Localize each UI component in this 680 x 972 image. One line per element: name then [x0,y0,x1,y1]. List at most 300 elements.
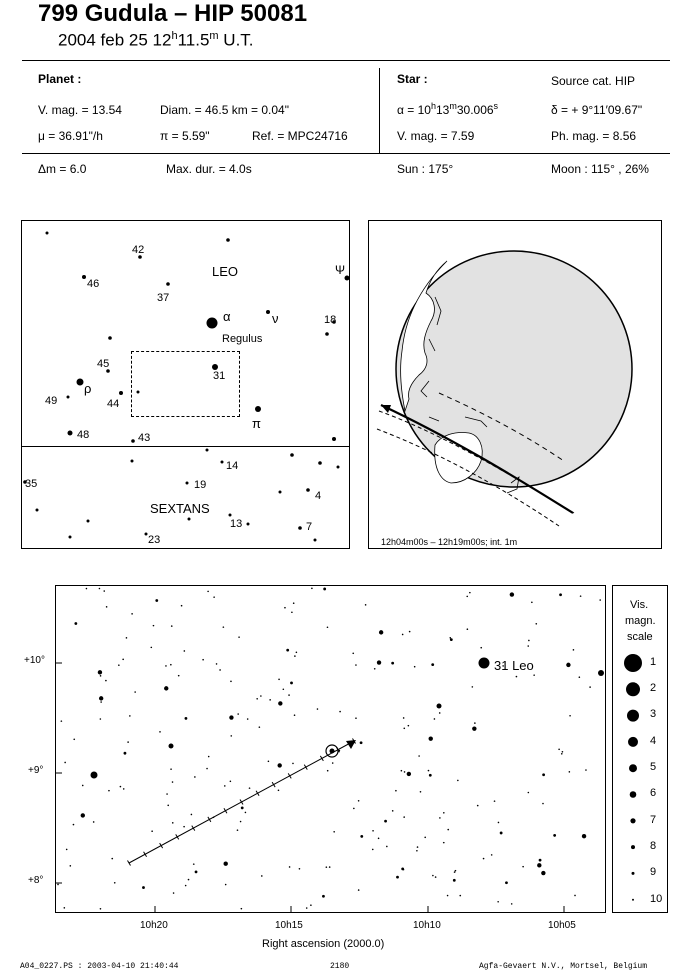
field-star [172,822,174,824]
star-37-label: 37 [157,292,170,304]
field-star [431,663,434,666]
scale-title-3: scale [627,631,653,643]
bright-star [437,704,442,709]
track-time-mark [304,765,307,770]
star-13-label: 13 [230,518,243,530]
field-star [260,695,262,697]
detail-star-field [56,586,605,912]
field-star [491,854,493,856]
field-star [122,659,124,661]
field-star [153,625,155,627]
field-star [99,588,101,590]
scale-value-1: 1 [650,656,657,668]
planet-vmag: V. mag. = 13.54 [38,103,122,117]
field-star [256,698,258,700]
scale-value-4: 4 [650,735,657,747]
field-star [539,859,542,862]
field-star [223,626,225,628]
field-star [164,686,168,690]
field-star [241,908,243,910]
field-star [150,647,152,649]
field-star [439,712,441,714]
star-35-label: 35 [25,478,38,490]
scale-value-7: 7 [650,814,657,826]
field-star [323,588,326,591]
y-tick-9: +9° [28,765,44,776]
star-dot [108,336,112,340]
field-star [224,785,226,787]
scale-title-1: Vis. [630,599,649,611]
field-star [278,701,282,705]
star-19-label: 19 [194,479,207,491]
scale-value-5: 5 [650,761,657,773]
star-dot [306,488,310,492]
scale-dots [613,586,667,912]
field-star [296,651,298,653]
bright-star [598,670,604,676]
field-star [355,717,357,719]
star-dot [337,466,340,469]
field-star [283,688,285,690]
x-axis-label: Right ascension (2000.0) [262,938,385,950]
field-star [403,728,405,730]
star-dot [166,282,170,286]
field-star [70,865,72,867]
star-dot [279,491,282,494]
field-star [317,708,319,710]
field-star [310,904,312,906]
field-star [416,850,418,852]
field-star [455,870,457,872]
field-star [106,606,108,608]
field-star [229,715,233,719]
psi-label: Ψ [335,263,346,277]
field-star [537,863,541,867]
table-top-rule [22,60,670,61]
field-star [230,780,232,782]
field-star [194,776,196,778]
field-star [443,812,445,814]
scale-dot-5 [629,764,637,772]
field-star [403,717,405,719]
field-star [417,846,419,848]
field-star [99,696,103,700]
field-star [126,637,128,639]
field-star [278,679,280,681]
footer-page-number: 2180 [330,962,350,971]
moon-elongation: Moon : 115° , 26% [551,162,649,176]
field-star [424,837,426,839]
field-star [574,895,576,897]
field-star [542,803,544,805]
star-dot [46,232,49,235]
field-star [289,866,291,868]
star-4-label: 4 [315,490,322,502]
field-star [120,786,122,788]
field-star [585,769,587,771]
x-tick-1005: 10h05 [548,920,576,931]
constellation-sextans: SEXTANS [150,501,210,516]
track-time-mark [272,782,275,787]
star-dot [266,310,270,314]
field-star [224,861,228,865]
star-42-label: 42 [132,244,145,256]
field-star [454,871,456,873]
field-star [360,741,363,744]
field-star [447,895,449,897]
field-star [208,756,210,758]
scale-dot-6 [630,791,637,798]
field-star [483,858,485,860]
field-star [159,731,161,733]
event-datetime: 2004 feb 25 12$^h$11.5$^m$ U.T. [58,30,254,50]
field-star [352,652,354,654]
field-star [151,830,153,832]
finder-chart [21,220,350,549]
constellation-leo: LEO [212,264,239,279]
field-star [535,623,537,625]
field-star [466,596,468,598]
bright-star [169,744,174,749]
star-14-label: 14 [226,460,239,472]
field-star [299,868,301,870]
field-star [329,866,331,868]
scale-title-2: magn. [625,615,656,627]
field-star [172,781,174,783]
star-dot [325,332,329,336]
star-right-ascension: $\alpha = 10^h13^m30.006^s$ [397,101,499,117]
field-star [561,753,563,755]
field-star [288,694,290,696]
field-star [259,726,261,728]
star-dot [255,406,261,412]
scale-dot-3 [627,710,639,722]
regulus-label: Regulus [222,333,263,345]
star-dot [345,276,350,281]
star-dot [131,460,134,463]
field-star [103,590,105,592]
scale-value-3: 3 [650,708,657,720]
field-star [472,686,474,688]
field-star [261,875,263,877]
max-duration: Max. dur. = 4.0s [166,162,252,176]
field-star [559,593,562,596]
field-star [123,788,125,790]
field-star [374,668,376,670]
field-star [73,738,75,740]
field-star [569,715,571,717]
field-star [129,715,131,717]
field-star [64,762,66,764]
scale-dot-8 [631,845,635,849]
globe-caption: 12h04m00s – 12h19m00s; int. 1m [381,537,518,547]
field-star [339,711,341,713]
field-star [533,674,535,676]
track-time-mark [256,791,259,796]
field-star [434,718,436,720]
field-star [134,691,136,693]
field-star [241,806,244,809]
field-star [404,771,406,773]
field-star [206,768,208,770]
field-star [294,714,296,716]
field-star [333,831,335,833]
field-star [472,726,476,730]
footer-credit: Agfa-Gevaert N.V., Mortsel, Belgium [479,962,648,971]
star-dot [131,439,135,443]
field-star [580,595,582,597]
star-dot [82,275,86,279]
scale-dot-9 [632,872,635,875]
field-star [183,826,185,828]
field-star [414,666,416,668]
field-star [401,770,403,772]
target-star-dot [330,749,335,754]
field-star [569,771,571,773]
star-heading: Star : [397,72,428,86]
y-tick-10: +10° [24,655,45,666]
field-star [396,876,399,879]
field-star [181,605,183,607]
star-dot [247,523,250,526]
field-star [589,686,591,688]
track-time-mark [176,834,179,839]
globe-disk [396,251,632,487]
field-star [573,649,575,651]
field-star [353,808,355,810]
x-tick-1020: 10h20 [140,920,168,931]
field-star [403,869,405,871]
field-star [459,895,461,897]
field-star [74,622,77,625]
star-7-label: 7 [306,521,313,533]
field-star [582,834,586,838]
star-dot [290,453,294,457]
field-star [165,665,167,667]
field-star [386,846,388,848]
field-star [429,774,432,777]
field-star [105,680,107,682]
star-44-label: 44 [107,398,120,410]
scale-dot-4 [628,737,638,747]
star-dot [221,461,224,464]
star-source-catalog: Source cat. HIP [551,74,636,88]
field-star [284,607,286,609]
field-star [290,682,293,685]
field-star [142,886,145,889]
regulus-dot [207,318,218,329]
field-star [418,755,420,757]
field-star [447,829,449,831]
field-star [402,634,404,636]
star-dot [67,396,70,399]
field-star [171,625,173,627]
scale-value-10: 10 [650,893,663,905]
star-dot [188,518,191,521]
x-tick-1015: 10h15 [275,920,303,931]
field-star [579,676,581,678]
field-star [64,907,66,909]
track-time-mark [160,843,163,848]
field-star [100,908,102,910]
scale-dot-10 [632,899,634,901]
field-star [167,805,169,807]
field-star [516,676,518,678]
field-star [155,599,158,602]
field-star [230,735,232,737]
star-18-label: 18 [324,314,337,326]
field-star [293,602,295,604]
field-star [332,762,334,764]
field-star [553,834,556,837]
star-48-label: 48 [77,429,90,441]
field-star [358,889,360,891]
star-45-label: 45 [97,358,110,370]
field-star [195,870,198,873]
star-dot [87,520,90,523]
planet-diameter: Diam. = 46.5 km = 0.04" [160,103,289,117]
field-star [435,876,437,878]
x-tick-1010: 10h10 [413,920,441,931]
sun-elongation: Sun : 175° [397,162,454,176]
field-star [111,858,113,860]
field-star [230,681,232,683]
field-star [57,884,59,886]
track-time-mark [144,852,147,857]
field-star [360,835,363,838]
finder-divider [22,446,350,447]
field-star [278,789,280,791]
field-star [124,752,127,755]
planet-heading: Planet : [38,72,82,86]
field-star [453,879,456,882]
field-star [73,824,75,826]
field-star [531,602,533,604]
pi-star-label: π [252,416,261,431]
field-star [114,882,116,884]
star-dot [318,461,322,465]
page-title: 799 Gudula – HIP 50081 [38,0,308,27]
field-star [127,741,129,743]
track-time-mark [192,826,195,831]
field-star [457,780,459,782]
field-star [467,628,469,630]
field-star [500,832,503,835]
track-time-mark [320,756,323,761]
field-star [428,770,430,772]
field-star [100,675,102,677]
footer-file-info: A04_0227.PS : 2003-04-10 21:40:44 [20,962,179,971]
star-dot [36,509,39,512]
field-star [407,772,411,776]
field-star [528,792,530,794]
field-star [510,592,514,596]
field-star [443,842,445,844]
y-tick-8: +8° [28,875,44,886]
field-star [522,866,524,868]
field-star [238,636,240,638]
table-divider [379,68,380,153]
star-declination: δ = + 9°11′09.67" [551,103,643,117]
magnitude-drop: Δm = 6.0 [38,162,87,176]
field-star [408,725,410,727]
star-dot [186,482,189,485]
alpha-label: α [223,309,231,324]
field-star [391,662,394,665]
field-star [511,903,513,905]
field-star [170,664,172,666]
field-star [108,790,110,792]
field-star [599,599,601,601]
scale-value-8: 8 [650,840,657,852]
field-star [420,791,422,793]
scale-value-6: 6 [650,787,657,799]
field-star [166,793,168,795]
field-star [237,713,239,715]
field-star [268,761,270,763]
star-phmag: Ph. mag. = 8.56 [551,129,637,143]
field-star [497,901,499,903]
planet-motion: μ = 36.91"/h [38,129,103,143]
field-star [237,829,239,831]
field-star [355,664,357,666]
field-star [100,701,102,703]
field-star [269,699,271,701]
field-star [170,768,172,770]
field-star [225,884,227,886]
rho-label: ρ [84,381,92,396]
field-star [494,800,496,802]
field-star [219,669,221,671]
planet-reference: Ref. = MPC24716 [252,129,348,143]
star-dot [206,449,209,452]
star-31-leo-label: 31 Leo [494,658,534,673]
field-star [216,663,218,665]
globe-map-panel [368,220,662,549]
star-dot [229,514,232,517]
track-time-mark [128,861,131,866]
field-star [480,647,482,649]
field-star [207,591,209,593]
table-mid-rule [22,153,670,154]
field-star [395,790,397,792]
field-star [527,645,529,647]
field-star [505,881,508,884]
field-star [291,611,293,613]
star-49-label: 49 [45,395,58,407]
rho-dot [77,379,84,386]
field-star [429,736,433,740]
field-star [277,763,281,767]
detail-star-chart [55,585,606,913]
field-star [66,849,68,851]
star-dot [226,238,230,242]
field-star [392,810,394,812]
field-star [498,822,500,824]
field-star [292,763,294,765]
field-star [379,630,383,634]
star-43-label: 43 [138,432,151,444]
field-star [118,664,120,666]
field-star [409,631,411,633]
field-star [86,588,88,590]
scale-value-9: 9 [650,866,657,878]
field-star [474,722,476,724]
scale-dot-2 [626,682,640,696]
field-star [185,885,187,887]
star-23-label: 23 [148,534,161,546]
scale-dot-1 [624,654,642,672]
